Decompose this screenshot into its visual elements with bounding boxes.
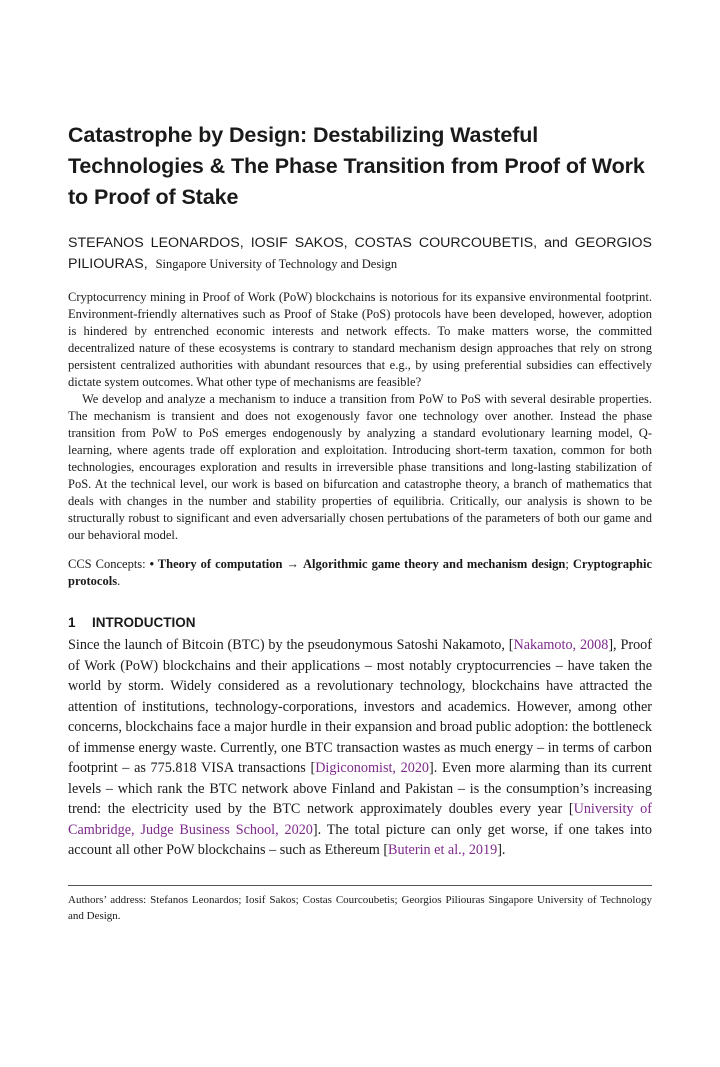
citation-link-buterin[interactable]: Buterin et al., 2019 [388, 842, 498, 858]
author-line [68, 233, 652, 275]
intro-text-1: Since the launch of Bitcoin (BTC) by the pseudonymous Satoshi Nakamoto, [ [68, 637, 514, 653]
ccs-concept-2: Algorithmic game theory and mechanism design [303, 557, 566, 571]
footnote: Authors’ address: Stefanos Leonardos; Iosif Sakos; Costas Courcoubetis; Georgios Piliouras Singapore University of Technology and Design. [68, 893, 652, 922]
abstract-paragraph-1: Cryptocurrency mining in Proof of Work (PoW) blockchains is notorious for its expansive environmental footprint. Environment-friendly alternatives such as Proof of Stake (PoS) protocols have been developed, however, adoption is hindered by entrenched economic interests and network effects. To make matters worse, the committed decentralized nature of these ecosystems is contrary to standard mechanism design approaches that rely on strong persistent centralized authorities with abundant resources that e.g., by using preferential subsidies can effectively dictate system outcomes. What other type of mechanisms are feasible? [68, 290, 652, 389]
abstract-paragraph-2: We develop and analyze a mechanism to induce a transition from PoW to PoS with several desirable properties. The mechanism is transient and does not exogenously favor one technology over another. Instead the phase transition from PoW to PoS emerges endogenously by analyzing a standard evolutionary learning model, Q-learning, where agents trade off exploration and exploitation. Introducing short-term taxation, common for both technologies, encourages exploration and results in irreversible phase transitions and long-lasting stabilization of PoS. At the technical level, our work is based on bifurcation and catastrophe theory, a branch of mathematics that deals with changes in the number and stability properties of equilibria. Critically, our analysis is shown to be structurally robust to significant and even adversarially chosen pertubations of the parameters of both our game and our behavioral model. [68, 392, 652, 542]
citation-link-nakamoto[interactable]: Nakamoto, 2008 [513, 637, 609, 653]
intro-text-5: ]. [497, 842, 506, 858]
intro-text-3: ]. Even more alarming than its current levels – which rank the BTC network above Finland and Pakistan – is the consumption’s increasing trend: the electricity used by the BTC network approximately doubles every year [ [68, 760, 652, 817]
paper-title: Catastrophe by Design: Destabilizing Wasteful Technologies & The Phase Transition from Proof of Work to Proof of Stake [68, 123, 645, 209]
abstract [68, 289, 652, 544]
ccs-concepts [68, 556, 652, 590]
ccs-label: CCS Concepts: [68, 557, 146, 571]
section-heading [68, 614, 652, 632]
paper-page [68, 120, 652, 924]
citation-link-cambridge[interactable]: University of Cambridge, Judge Business School, 2020 [68, 801, 652, 838]
intro-paragraph [68, 635, 652, 861]
section-number: 1 [68, 615, 76, 630]
ccs-separator: ; [565, 557, 569, 571]
ccs-arrow: → [286, 557, 299, 571]
footnote-divider [68, 885, 652, 886]
citation-link-digiconomist[interactable]: Digiconomist, 2020 [315, 760, 430, 776]
ccs-end: . [117, 574, 121, 588]
ccs-concept-3: Cryptographic protocols [68, 557, 653, 588]
author-names: STEFANOS LEONARDOS, IOSIF SAKOS, COSTAS COURCOUBETIS, and GEORGIOS PILIOURAS, [68, 235, 652, 272]
intro-text-4: ]. The total picture can only get worse, if one takes into account all other PoW blockchains – such as Ethereum [ [68, 821, 652, 858]
ccs-concept-1: • Theory of computation [149, 557, 283, 571]
intro-text-2: ], Proof of Work (PoW) blockchains and their applications – most notably cryptocurrencies – have taken the world by storm. Widely considered as a revolutionary technology, blockchains have attracted the attention of institutions, technology-corporations, investors and academics. However, among other concerns, blockchains face a major hurdle in their expansion and broad public adoption: the bottleneck of immense energy waste. Currently, one BTC transaction wastes as much energy – in terms of carbon footprint – as 775.818 VISA transactions [ [68, 637, 652, 776]
author-affiliation: Singapore University of Technology and Design [155, 257, 398, 271]
section-title: INTRODUCTION [92, 615, 196, 630]
